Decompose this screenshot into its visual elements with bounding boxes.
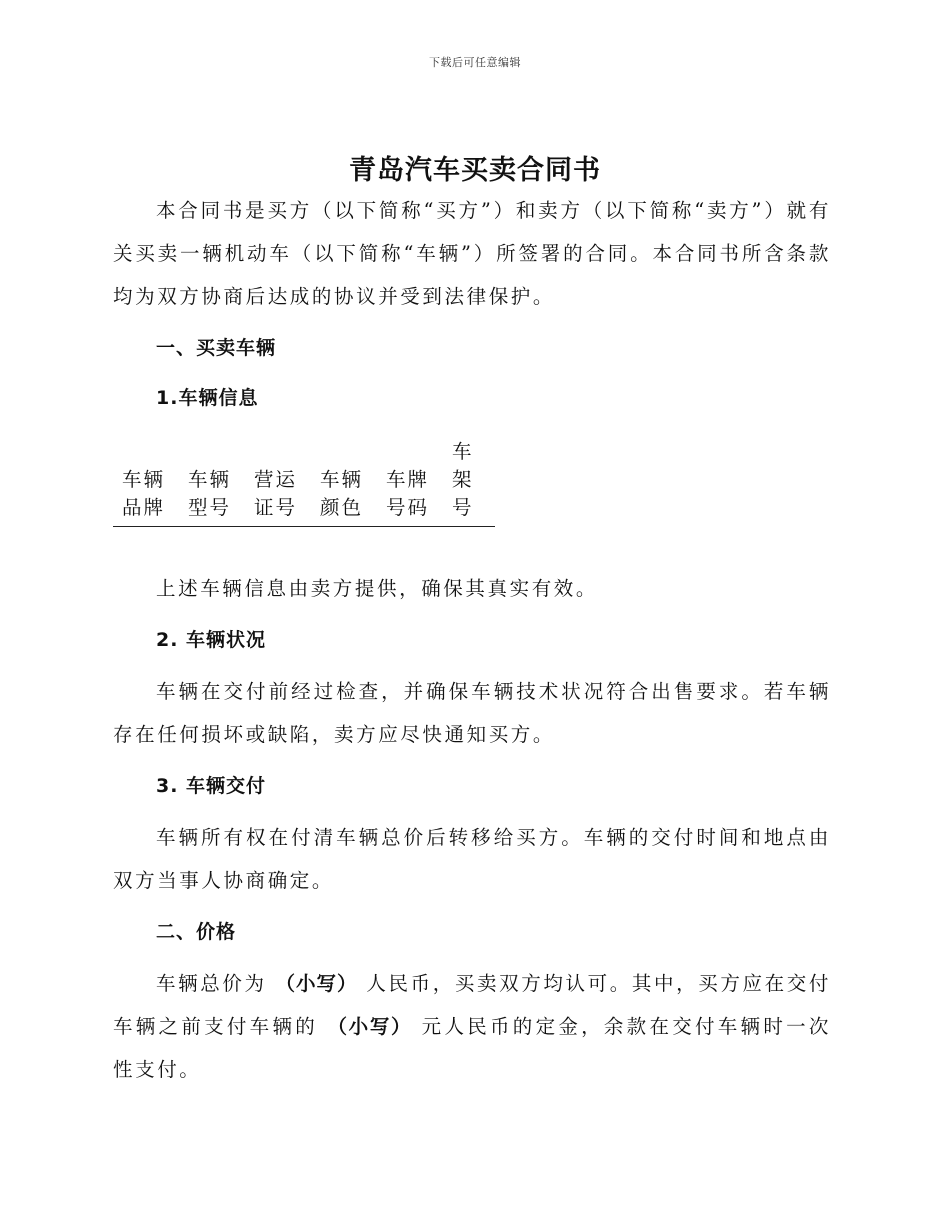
price-paragraph xyxy=(113,962,831,1091)
vehicle-delivery-paragraph: 车辆所有权在付清车辆总价后转移给买方。车辆的交付时间和地点由双方当事人协商确定。 xyxy=(113,826,831,892)
deposit-amount-placeholder: （小写） xyxy=(327,1015,413,1038)
intro-paragraph: 本合同书是买方（以下简称“买方”）和卖方（以下简称“卖方”）就有关买卖一辆机动车（以下简称“车辆”）所签署的合同。本合同书所含条款均为双方协商后达成的协议并受到法律保护。 xyxy=(113,199,831,308)
table-header-line: 车辆 xyxy=(122,468,166,491)
subsection-2-heading: 2. 车辆状况 xyxy=(156,629,267,651)
price-text: 车辆总价为 xyxy=(156,972,276,995)
table-header-license xyxy=(254,466,297,522)
table-header-line: 营运 xyxy=(254,468,298,491)
vehicle-info-table xyxy=(113,438,495,527)
table-header-line: 品牌 xyxy=(122,496,166,519)
vehicle-info-note: 上述车辆信息由卖方提供，确保其真实有效。 xyxy=(156,577,599,600)
price-text: 元人民币的定金，余款在交付车辆时一次性支付。 xyxy=(113,1015,831,1081)
price-text: 人民币，买卖双方均认可。其中，买方应在交付车辆之前支付车辆的 xyxy=(113,972,831,1038)
table-header-line: 号 xyxy=(452,496,474,519)
table-header-line: 架 xyxy=(452,468,474,491)
subsection-3-heading: 3. 车辆交付 xyxy=(156,775,267,797)
section-2-heading: 二、价格 xyxy=(156,921,237,943)
document-title: 青岛汽车买卖合同书 xyxy=(349,155,601,186)
subsection-1-heading: 1.车辆信息 xyxy=(156,387,259,409)
table-header-brand xyxy=(122,466,165,522)
table-header-line: 证号 xyxy=(254,496,298,519)
table-header-plate xyxy=(386,466,429,522)
table-header-line: 型号 xyxy=(188,496,232,519)
page-header-note: 下载后可任意编辑 xyxy=(429,56,521,69)
section-1-heading: 一、买卖车辆 xyxy=(156,337,277,359)
vehicle-condition-paragraph: 车辆在交付前经过检查，并确保车辆技术状况符合出售要求。若车辆存在任何损坏或缺陷，卖方应尽快通知买方。 xyxy=(113,680,831,746)
table-header-line: 号码 xyxy=(386,496,430,519)
table-header-line: 颜色 xyxy=(320,496,364,519)
table-header-color xyxy=(320,466,363,522)
table-header-frame xyxy=(452,438,474,522)
table-header-line: 车辆 xyxy=(188,468,232,491)
price-amount-placeholder: （小写） xyxy=(275,972,358,995)
table-header-line: 车 xyxy=(452,440,474,463)
table-header-line: 车辆 xyxy=(320,468,364,491)
table-header-model xyxy=(188,466,231,522)
table-header-line: 车牌 xyxy=(386,468,430,491)
